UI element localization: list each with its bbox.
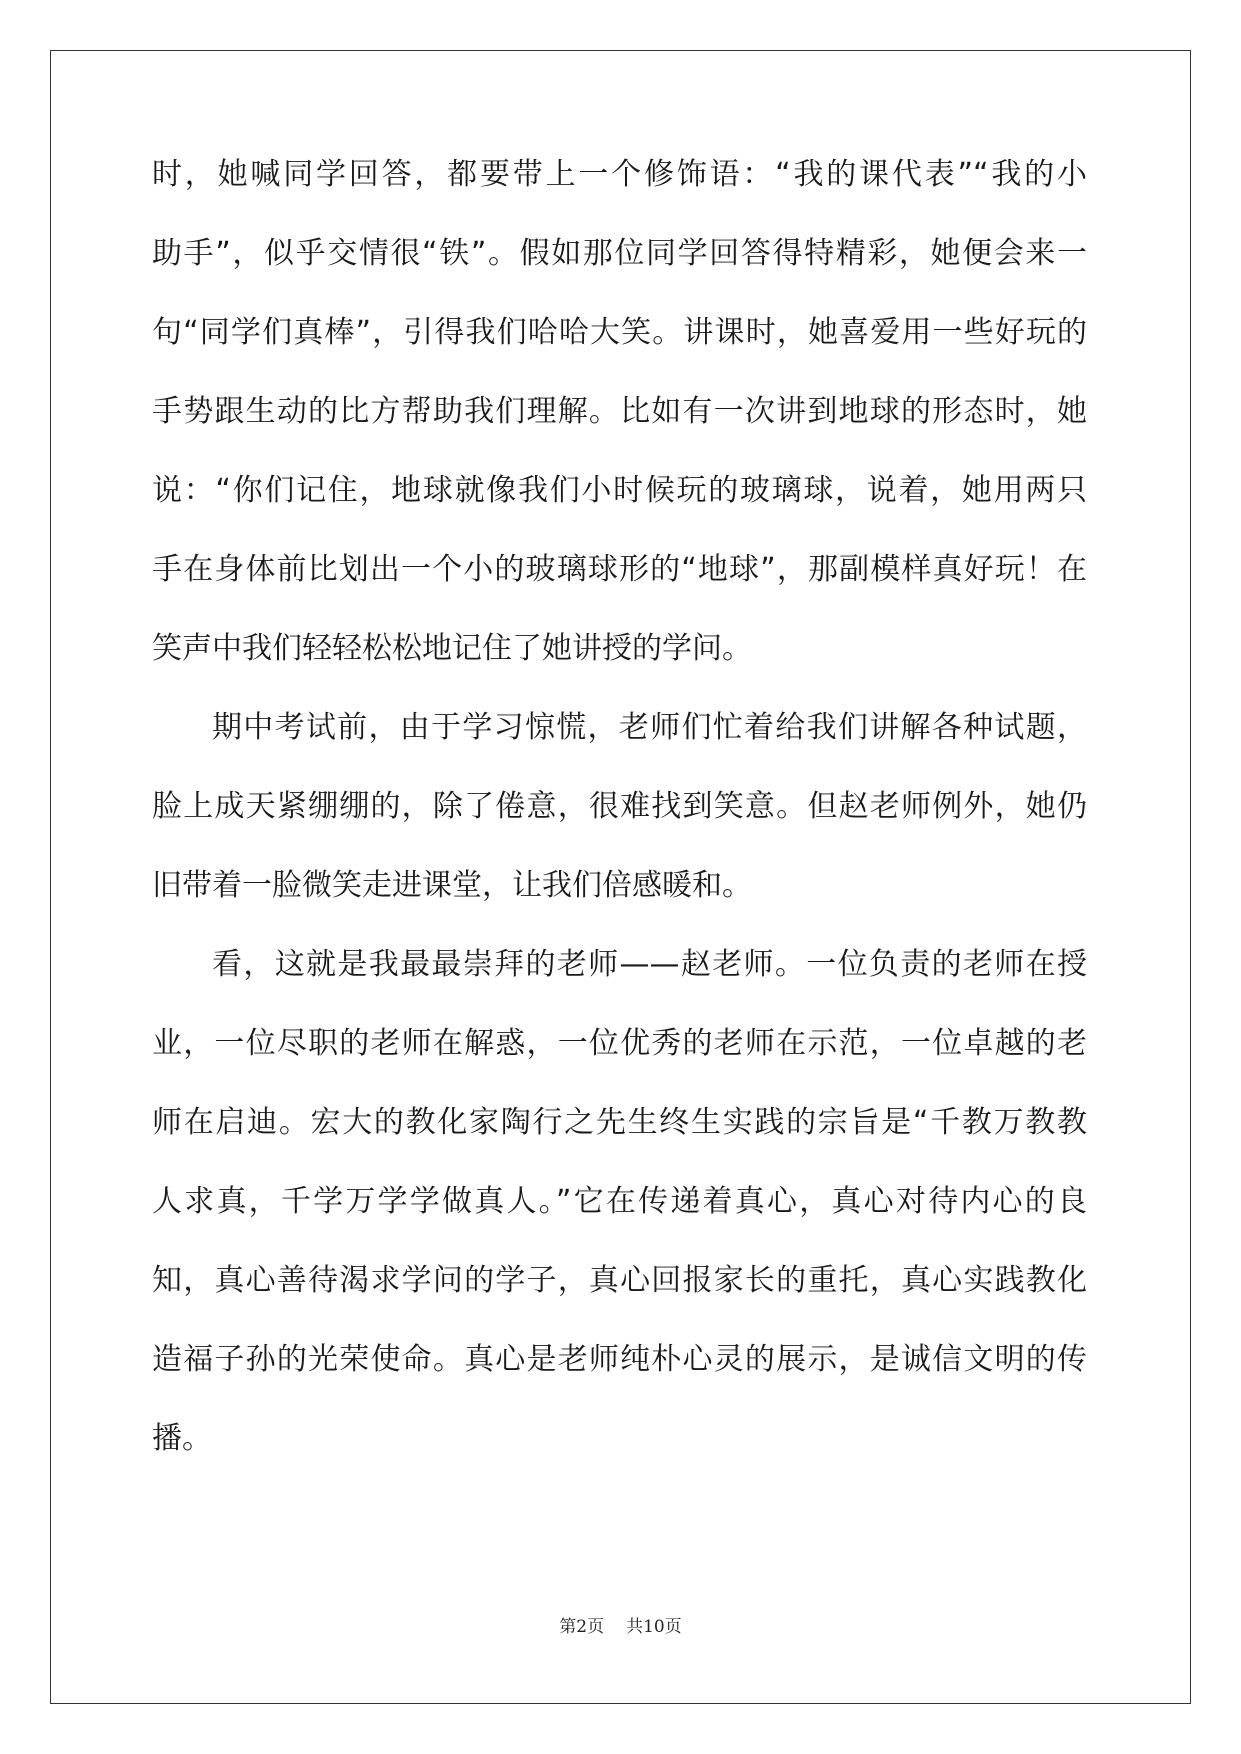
text-line: 手势跟生动的比方帮助我们理解。比如有一次讲到地球的形态时，她	[152, 394, 1087, 429]
text-line: 说：“你们记住，地球就像我们小时候玩的玻璃球，说着，她用两只	[152, 473, 1087, 508]
text-line: 旧带着一脸微笑走进课堂，让我们倍感暖和。	[152, 868, 752, 903]
page-total: 共10页	[626, 1617, 682, 1637]
text-line: 助手”，似乎交情很“铁”。假如那位同学回答得特精彩，她便会来一	[152, 236, 1087, 271]
paragraph-start-line: 期中考试前，由于学习惊慌，老师们忙着给我们讲解各种试题，	[212, 710, 1087, 745]
text-line: 造福子孙的光荣使命。真心是老师纯朴心灵的展示，是诚信文明的传	[152, 1342, 1087, 1377]
text-line: 笑声中我们轻轻松松地记住了她讲授的学问。	[152, 631, 752, 666]
paragraph-start-line: 看，这就是我最最崇拜的老师——赵老师。一位负责的老师在授	[212, 947, 1087, 982]
text-line: 脸上成天紧绷绷的，除了倦意，很难找到笑意。但赵老师例外，她仍	[152, 789, 1087, 824]
text-line: 业，一位尽职的老师在解惑，一位优秀的老师在示范，一位卓越的老	[152, 1026, 1087, 1061]
page-number: 第2页	[559, 1617, 605, 1637]
document-body	[152, 157, 1087, 1503]
text-line: 时，她喊同学回答，都要带上一个修饰语：“我的课代表”“我的小	[152, 157, 1087, 192]
page-footer	[0, 1612, 1241, 1637]
text-line: 知，真心善待渴求学问的学子，真心回报家长的重托，真心实践教化	[152, 1263, 1087, 1298]
text-line: 播。	[152, 1421, 212, 1456]
text-line: 手在身体前比划出一个小的玻璃球形的“地球”，那副模样真好玩！在	[152, 552, 1087, 587]
text-line: 句“同学们真棒”，引得我们哈哈大笑。讲课时，她喜爱用一些好玩的	[152, 315, 1087, 350]
text-line: 人求真，千学万学学做真人。”它在传递着真心，真心对待内心的良	[152, 1184, 1087, 1219]
text-line: 师在启迪。宏大的教化家陶行之先生终生实践的宗旨是“千教万教教	[152, 1105, 1087, 1140]
